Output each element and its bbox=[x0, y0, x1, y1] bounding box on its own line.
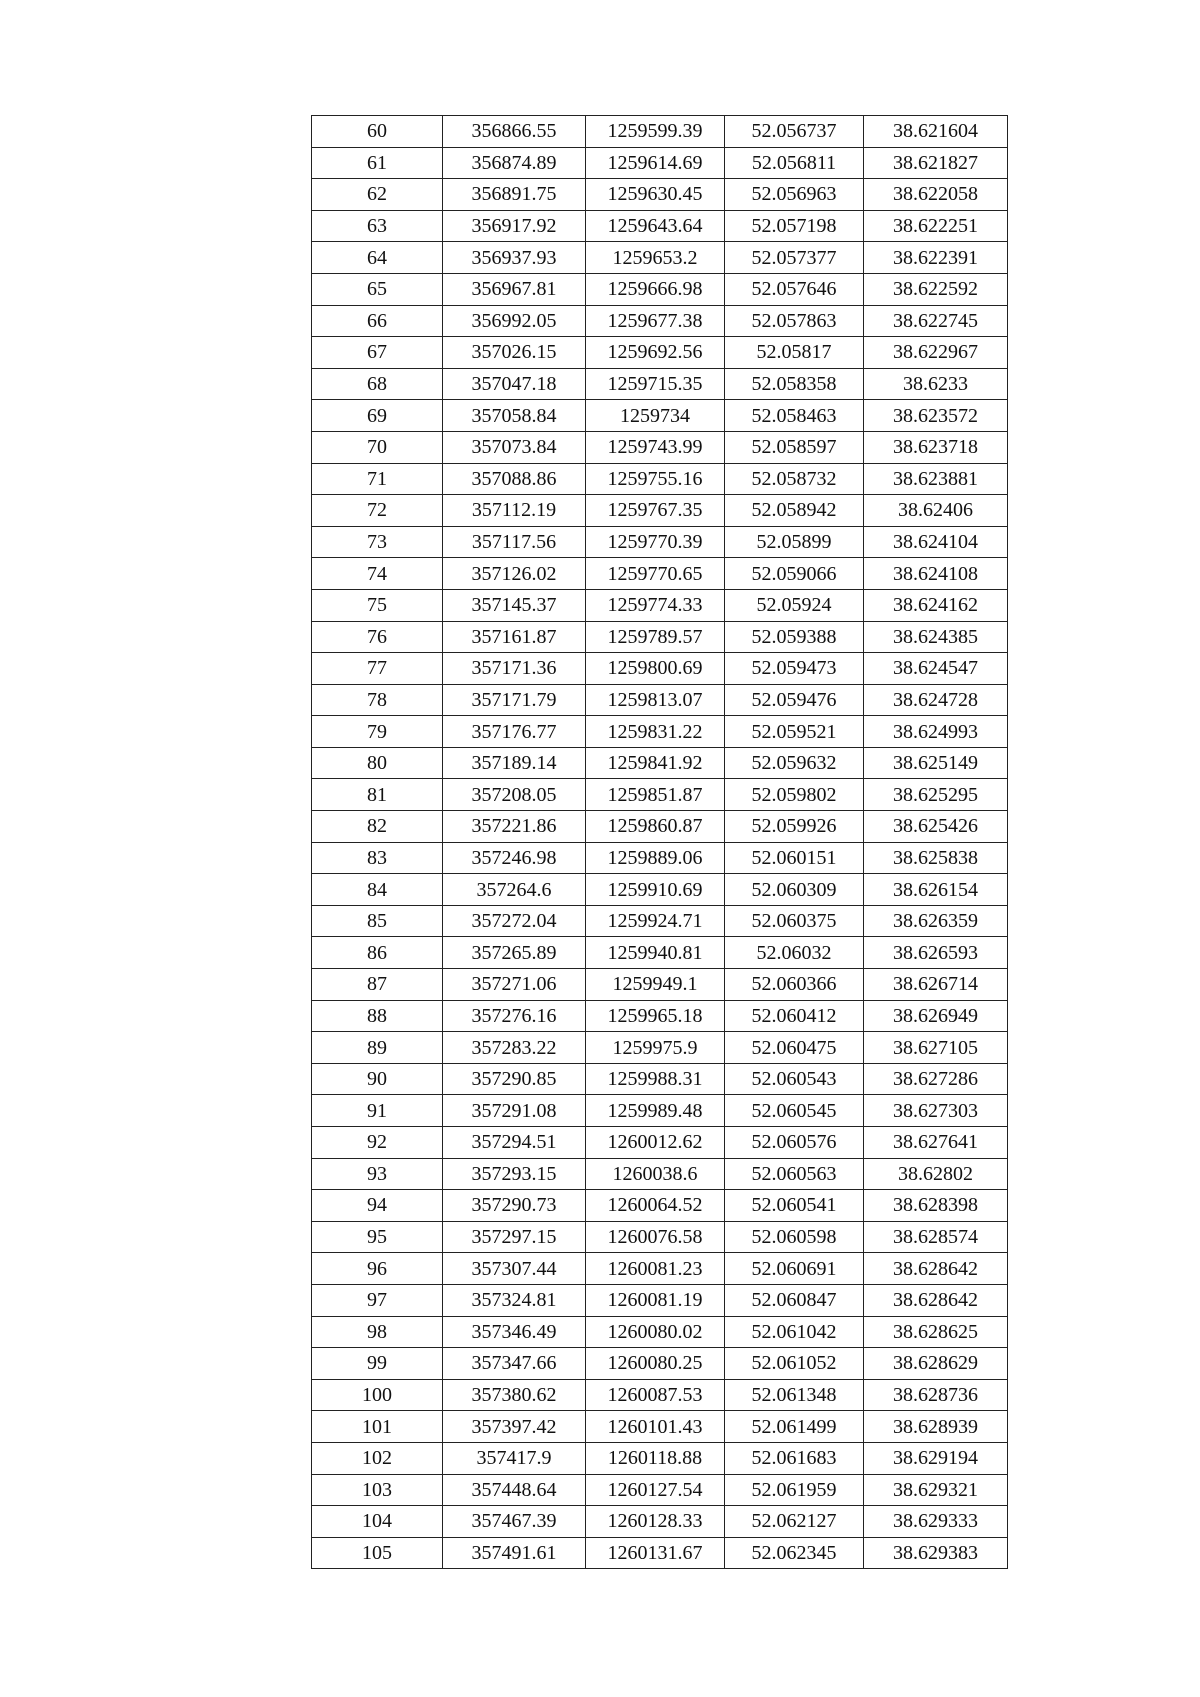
longitude-cell: 52.060543 bbox=[725, 1063, 864, 1095]
easting-cell: 357208.05 bbox=[443, 779, 586, 811]
point-number-cell: 103 bbox=[312, 1474, 443, 1506]
table-row bbox=[312, 305, 1008, 337]
point-number-cell: 102 bbox=[312, 1442, 443, 1474]
easting-cell: 357290.73 bbox=[443, 1190, 586, 1222]
easting-cell: 357058.84 bbox=[443, 400, 586, 432]
latitude-cell: 38.626949 bbox=[864, 1000, 1008, 1032]
northing-cell: 1259910.69 bbox=[586, 874, 725, 906]
latitude-cell: 38.624104 bbox=[864, 526, 1008, 558]
longitude-cell: 52.060475 bbox=[725, 1032, 864, 1064]
latitude-cell: 38.622251 bbox=[864, 210, 1008, 242]
easting-cell: 357347.66 bbox=[443, 1348, 586, 1380]
easting-cell: 357189.14 bbox=[443, 747, 586, 779]
easting-cell: 357271.06 bbox=[443, 969, 586, 1001]
northing-cell: 1259841.92 bbox=[586, 747, 725, 779]
easting-cell: 357346.49 bbox=[443, 1316, 586, 1348]
northing-cell: 1259614.69 bbox=[586, 147, 725, 179]
latitude-cell: 38.622058 bbox=[864, 179, 1008, 211]
table-row bbox=[312, 1190, 1008, 1222]
easting-cell: 356937.93 bbox=[443, 242, 586, 274]
table-row bbox=[312, 747, 1008, 779]
easting-cell: 357264.6 bbox=[443, 874, 586, 906]
point-number-cell: 90 bbox=[312, 1063, 443, 1095]
northing-cell: 1260087.53 bbox=[586, 1379, 725, 1411]
northing-cell: 1260038.6 bbox=[586, 1158, 725, 1190]
latitude-cell: 38.627303 bbox=[864, 1095, 1008, 1127]
northing-cell: 1259975.9 bbox=[586, 1032, 725, 1064]
latitude-cell: 38.623572 bbox=[864, 400, 1008, 432]
point-number-cell: 81 bbox=[312, 779, 443, 811]
table-row bbox=[312, 368, 1008, 400]
easting-cell: 357088.86 bbox=[443, 463, 586, 495]
latitude-cell: 38.62406 bbox=[864, 495, 1008, 527]
latitude-cell: 38.629321 bbox=[864, 1474, 1008, 1506]
table-row bbox=[312, 969, 1008, 1001]
latitude-cell: 38.622745 bbox=[864, 305, 1008, 337]
longitude-cell: 52.061348 bbox=[725, 1379, 864, 1411]
easting-cell: 357324.81 bbox=[443, 1284, 586, 1316]
longitude-cell: 52.061052 bbox=[725, 1348, 864, 1380]
latitude-cell: 38.626714 bbox=[864, 969, 1008, 1001]
longitude-cell: 52.060151 bbox=[725, 842, 864, 874]
northing-cell: 1259770.65 bbox=[586, 558, 725, 590]
easting-cell: 357272.04 bbox=[443, 905, 586, 937]
table-row bbox=[312, 684, 1008, 716]
table-row bbox=[312, 811, 1008, 843]
table-row bbox=[312, 1063, 1008, 1095]
point-number-cell: 70 bbox=[312, 431, 443, 463]
easting-cell: 357290.85 bbox=[443, 1063, 586, 1095]
latitude-cell: 38.627105 bbox=[864, 1032, 1008, 1064]
table-row bbox=[312, 874, 1008, 906]
latitude-cell: 38.621604 bbox=[864, 116, 1008, 148]
easting-cell: 356992.05 bbox=[443, 305, 586, 337]
longitude-cell: 52.057646 bbox=[725, 273, 864, 305]
point-number-cell: 83 bbox=[312, 842, 443, 874]
point-number-cell: 79 bbox=[312, 716, 443, 748]
northing-cell: 1259851.87 bbox=[586, 779, 725, 811]
point-number-cell: 65 bbox=[312, 273, 443, 305]
latitude-cell: 38.624993 bbox=[864, 716, 1008, 748]
easting-cell: 357467.39 bbox=[443, 1506, 586, 1538]
northing-cell: 1260012.62 bbox=[586, 1127, 725, 1159]
longitude-cell: 52.058732 bbox=[725, 463, 864, 495]
latitude-cell: 38.629333 bbox=[864, 1506, 1008, 1538]
latitude-cell: 38.627641 bbox=[864, 1127, 1008, 1159]
easting-cell: 357126.02 bbox=[443, 558, 586, 590]
longitude-cell: 52.061499 bbox=[725, 1411, 864, 1443]
point-number-cell: 77 bbox=[312, 653, 443, 685]
longitude-cell: 52.060598 bbox=[725, 1221, 864, 1253]
northing-cell: 1259965.18 bbox=[586, 1000, 725, 1032]
easting-cell: 357246.98 bbox=[443, 842, 586, 874]
point-number-cell: 93 bbox=[312, 1158, 443, 1190]
easting-cell: 357117.56 bbox=[443, 526, 586, 558]
table-row bbox=[312, 1348, 1008, 1380]
northing-cell: 1259949.1 bbox=[586, 969, 725, 1001]
longitude-cell: 52.062127 bbox=[725, 1506, 864, 1538]
latitude-cell: 38.627286 bbox=[864, 1063, 1008, 1095]
northing-cell: 1259800.69 bbox=[586, 653, 725, 685]
table-row bbox=[312, 621, 1008, 653]
point-number-cell: 78 bbox=[312, 684, 443, 716]
northing-cell: 1260081.19 bbox=[586, 1284, 725, 1316]
table-row bbox=[312, 463, 1008, 495]
table-row bbox=[312, 179, 1008, 211]
latitude-cell: 38.62802 bbox=[864, 1158, 1008, 1190]
point-number-cell: 62 bbox=[312, 179, 443, 211]
point-number-cell: 84 bbox=[312, 874, 443, 906]
longitude-cell: 52.056737 bbox=[725, 116, 864, 148]
easting-cell: 356891.75 bbox=[443, 179, 586, 211]
table-row bbox=[312, 842, 1008, 874]
longitude-cell: 52.058358 bbox=[725, 368, 864, 400]
table-row bbox=[312, 273, 1008, 305]
latitude-cell: 38.622592 bbox=[864, 273, 1008, 305]
table-row bbox=[312, 1253, 1008, 1285]
table-row bbox=[312, 242, 1008, 274]
northing-cell: 1259715.35 bbox=[586, 368, 725, 400]
longitude-cell: 52.060375 bbox=[725, 905, 864, 937]
table-row bbox=[312, 1442, 1008, 1474]
longitude-cell: 52.062345 bbox=[725, 1537, 864, 1569]
longitude-cell: 52.059521 bbox=[725, 716, 864, 748]
longitude-cell: 52.058942 bbox=[725, 495, 864, 527]
point-number-cell: 100 bbox=[312, 1379, 443, 1411]
point-number-cell: 89 bbox=[312, 1032, 443, 1064]
latitude-cell: 38.624547 bbox=[864, 653, 1008, 685]
latitude-cell: 38.623881 bbox=[864, 463, 1008, 495]
northing-cell: 1259755.16 bbox=[586, 463, 725, 495]
latitude-cell: 38.624385 bbox=[864, 621, 1008, 653]
table-row bbox=[312, 1032, 1008, 1064]
longitude-cell: 52.059926 bbox=[725, 811, 864, 843]
northing-cell: 1260118.88 bbox=[586, 1442, 725, 1474]
point-number-cell: 72 bbox=[312, 495, 443, 527]
table-row bbox=[312, 210, 1008, 242]
longitude-cell: 52.060412 bbox=[725, 1000, 864, 1032]
easting-cell: 357171.79 bbox=[443, 684, 586, 716]
easting-cell: 357073.84 bbox=[443, 431, 586, 463]
table-row bbox=[312, 1474, 1008, 1506]
northing-cell: 1259988.31 bbox=[586, 1063, 725, 1095]
point-number-cell: 96 bbox=[312, 1253, 443, 1285]
easting-cell: 357265.89 bbox=[443, 937, 586, 969]
point-number-cell: 104 bbox=[312, 1506, 443, 1538]
coordinates-table bbox=[311, 115, 1008, 1569]
table-row bbox=[312, 1095, 1008, 1127]
northing-cell: 1259767.35 bbox=[586, 495, 725, 527]
northing-cell: 1260080.02 bbox=[586, 1316, 725, 1348]
easting-cell: 357026.15 bbox=[443, 337, 586, 369]
point-number-cell: 69 bbox=[312, 400, 443, 432]
latitude-cell: 38.628736 bbox=[864, 1379, 1008, 1411]
table-row bbox=[312, 779, 1008, 811]
point-number-cell: 63 bbox=[312, 210, 443, 242]
latitude-cell: 38.629194 bbox=[864, 1442, 1008, 1474]
point-number-cell: 99 bbox=[312, 1348, 443, 1380]
table-row bbox=[312, 1537, 1008, 1569]
latitude-cell: 38.626593 bbox=[864, 937, 1008, 969]
northing-cell: 1259989.48 bbox=[586, 1095, 725, 1127]
easting-cell: 357221.86 bbox=[443, 811, 586, 843]
point-number-cell: 67 bbox=[312, 337, 443, 369]
northing-cell: 1259831.22 bbox=[586, 716, 725, 748]
easting-cell: 357047.18 bbox=[443, 368, 586, 400]
longitude-cell: 52.059802 bbox=[725, 779, 864, 811]
longitude-cell: 52.060366 bbox=[725, 969, 864, 1001]
easting-cell: 357448.64 bbox=[443, 1474, 586, 1506]
table-row bbox=[312, 558, 1008, 590]
longitude-cell: 52.060847 bbox=[725, 1284, 864, 1316]
northing-cell: 1259653.2 bbox=[586, 242, 725, 274]
table-row bbox=[312, 716, 1008, 748]
northing-cell: 1260127.54 bbox=[586, 1474, 725, 1506]
longitude-cell: 52.05899 bbox=[725, 526, 864, 558]
northing-cell: 1259924.71 bbox=[586, 905, 725, 937]
point-number-cell: 75 bbox=[312, 589, 443, 621]
longitude-cell: 52.05924 bbox=[725, 589, 864, 621]
point-number-cell: 105 bbox=[312, 1537, 443, 1569]
latitude-cell: 38.626154 bbox=[864, 874, 1008, 906]
easting-cell: 357417.9 bbox=[443, 1442, 586, 1474]
point-number-cell: 60 bbox=[312, 116, 443, 148]
latitude-cell: 38.625295 bbox=[864, 779, 1008, 811]
easting-cell: 357294.51 bbox=[443, 1127, 586, 1159]
latitude-cell: 38.623718 bbox=[864, 431, 1008, 463]
table-row bbox=[312, 937, 1008, 969]
table-row bbox=[312, 905, 1008, 937]
longitude-cell: 52.060309 bbox=[725, 874, 864, 906]
table-row bbox=[312, 1158, 1008, 1190]
point-number-cell: 61 bbox=[312, 147, 443, 179]
point-number-cell: 73 bbox=[312, 526, 443, 558]
easting-cell: 356917.92 bbox=[443, 210, 586, 242]
northing-cell: 1259734 bbox=[586, 400, 725, 432]
northing-cell: 1259643.64 bbox=[586, 210, 725, 242]
northing-cell: 1259860.87 bbox=[586, 811, 725, 843]
point-number-cell: 76 bbox=[312, 621, 443, 653]
longitude-cell: 52.056811 bbox=[725, 147, 864, 179]
point-number-cell: 82 bbox=[312, 811, 443, 843]
latitude-cell: 38.628642 bbox=[864, 1284, 1008, 1316]
longitude-cell: 52.057863 bbox=[725, 305, 864, 337]
longitude-cell: 52.061959 bbox=[725, 1474, 864, 1506]
longitude-cell: 52.058463 bbox=[725, 400, 864, 432]
easting-cell: 357161.87 bbox=[443, 621, 586, 653]
longitude-cell: 52.060691 bbox=[725, 1253, 864, 1285]
table-row bbox=[312, 1000, 1008, 1032]
longitude-cell: 52.061042 bbox=[725, 1316, 864, 1348]
table-row bbox=[312, 337, 1008, 369]
easting-cell: 357297.15 bbox=[443, 1221, 586, 1253]
table-row bbox=[312, 1506, 1008, 1538]
latitude-cell: 38.624162 bbox=[864, 589, 1008, 621]
table-row bbox=[312, 1379, 1008, 1411]
table-row bbox=[312, 526, 1008, 558]
longitude-cell: 52.059476 bbox=[725, 684, 864, 716]
longitude-cell: 52.060563 bbox=[725, 1158, 864, 1190]
northing-cell: 1259889.06 bbox=[586, 842, 725, 874]
northing-cell: 1259789.57 bbox=[586, 621, 725, 653]
easting-cell: 357171.36 bbox=[443, 653, 586, 685]
longitude-cell: 52.060545 bbox=[725, 1095, 864, 1127]
easting-cell: 356874.89 bbox=[443, 147, 586, 179]
northing-cell: 1259940.81 bbox=[586, 937, 725, 969]
table-row bbox=[312, 400, 1008, 432]
northing-cell: 1260076.58 bbox=[586, 1221, 725, 1253]
table-row bbox=[312, 147, 1008, 179]
longitude-cell: 52.06032 bbox=[725, 937, 864, 969]
latitude-cell: 38.621827 bbox=[864, 147, 1008, 179]
easting-cell: 356866.55 bbox=[443, 116, 586, 148]
longitude-cell: 52.059473 bbox=[725, 653, 864, 685]
latitude-cell: 38.6233 bbox=[864, 368, 1008, 400]
easting-cell: 357307.44 bbox=[443, 1253, 586, 1285]
longitude-cell: 52.05817 bbox=[725, 337, 864, 369]
table-row bbox=[312, 589, 1008, 621]
easting-cell: 357176.77 bbox=[443, 716, 586, 748]
latitude-cell: 38.628939 bbox=[864, 1411, 1008, 1443]
point-number-cell: 86 bbox=[312, 937, 443, 969]
latitude-cell: 38.625838 bbox=[864, 842, 1008, 874]
northing-cell: 1259630.45 bbox=[586, 179, 725, 211]
latitude-cell: 38.628574 bbox=[864, 1221, 1008, 1253]
easting-cell: 356967.81 bbox=[443, 273, 586, 305]
easting-cell: 357276.16 bbox=[443, 1000, 586, 1032]
longitude-cell: 52.059632 bbox=[725, 747, 864, 779]
easting-cell: 357112.19 bbox=[443, 495, 586, 527]
point-number-cell: 101 bbox=[312, 1411, 443, 1443]
northing-cell: 1260080.25 bbox=[586, 1348, 725, 1380]
northing-cell: 1259666.98 bbox=[586, 273, 725, 305]
easting-cell: 357283.22 bbox=[443, 1032, 586, 1064]
coordinates-table-body bbox=[312, 116, 1008, 1569]
table-row bbox=[312, 653, 1008, 685]
northing-cell: 1259677.38 bbox=[586, 305, 725, 337]
latitude-cell: 38.624728 bbox=[864, 684, 1008, 716]
point-number-cell: 91 bbox=[312, 1095, 443, 1127]
northing-cell: 1259774.33 bbox=[586, 589, 725, 621]
easting-cell: 357291.08 bbox=[443, 1095, 586, 1127]
table-row bbox=[312, 1127, 1008, 1159]
point-number-cell: 64 bbox=[312, 242, 443, 274]
easting-cell: 357145.37 bbox=[443, 589, 586, 621]
table-row bbox=[312, 495, 1008, 527]
longitude-cell: 52.057198 bbox=[725, 210, 864, 242]
latitude-cell: 38.626359 bbox=[864, 905, 1008, 937]
northing-cell: 1260064.52 bbox=[586, 1190, 725, 1222]
latitude-cell: 38.625426 bbox=[864, 811, 1008, 843]
latitude-cell: 38.622967 bbox=[864, 337, 1008, 369]
point-number-cell: 94 bbox=[312, 1190, 443, 1222]
latitude-cell: 38.622391 bbox=[864, 242, 1008, 274]
point-number-cell: 71 bbox=[312, 463, 443, 495]
northing-cell: 1259743.99 bbox=[586, 431, 725, 463]
longitude-cell: 52.057377 bbox=[725, 242, 864, 274]
point-number-cell: 92 bbox=[312, 1127, 443, 1159]
easting-cell: 357397.42 bbox=[443, 1411, 586, 1443]
northing-cell: 1259770.39 bbox=[586, 526, 725, 558]
table-row bbox=[312, 1221, 1008, 1253]
point-number-cell: 74 bbox=[312, 558, 443, 590]
northing-cell: 1259599.39 bbox=[586, 116, 725, 148]
northing-cell: 1260128.33 bbox=[586, 1506, 725, 1538]
longitude-cell: 52.060541 bbox=[725, 1190, 864, 1222]
longitude-cell: 52.058597 bbox=[725, 431, 864, 463]
point-number-cell: 80 bbox=[312, 747, 443, 779]
northing-cell: 1259813.07 bbox=[586, 684, 725, 716]
latitude-cell: 38.625149 bbox=[864, 747, 1008, 779]
point-number-cell: 98 bbox=[312, 1316, 443, 1348]
latitude-cell: 38.624108 bbox=[864, 558, 1008, 590]
table-row bbox=[312, 431, 1008, 463]
table-row bbox=[312, 1411, 1008, 1443]
latitude-cell: 38.628629 bbox=[864, 1348, 1008, 1380]
northing-cell: 1260081.23 bbox=[586, 1253, 725, 1285]
point-number-cell: 87 bbox=[312, 969, 443, 1001]
point-number-cell: 88 bbox=[312, 1000, 443, 1032]
northing-cell: 1260101.43 bbox=[586, 1411, 725, 1443]
northing-cell: 1260131.67 bbox=[586, 1537, 725, 1569]
point-number-cell: 95 bbox=[312, 1221, 443, 1253]
point-number-cell: 85 bbox=[312, 905, 443, 937]
longitude-cell: 52.059388 bbox=[725, 621, 864, 653]
longitude-cell: 52.056963 bbox=[725, 179, 864, 211]
latitude-cell: 38.628625 bbox=[864, 1316, 1008, 1348]
easting-cell: 357293.15 bbox=[443, 1158, 586, 1190]
latitude-cell: 38.629383 bbox=[864, 1537, 1008, 1569]
easting-cell: 357491.61 bbox=[443, 1537, 586, 1569]
northing-cell: 1259692.56 bbox=[586, 337, 725, 369]
longitude-cell: 52.061683 bbox=[725, 1442, 864, 1474]
easting-cell: 357380.62 bbox=[443, 1379, 586, 1411]
table-row bbox=[312, 1284, 1008, 1316]
longitude-cell: 52.060576 bbox=[725, 1127, 864, 1159]
point-number-cell: 66 bbox=[312, 305, 443, 337]
latitude-cell: 38.628642 bbox=[864, 1253, 1008, 1285]
latitude-cell: 38.628398 bbox=[864, 1190, 1008, 1222]
longitude-cell: 52.059066 bbox=[725, 558, 864, 590]
table-row bbox=[312, 1316, 1008, 1348]
point-number-cell: 97 bbox=[312, 1284, 443, 1316]
table-row bbox=[312, 116, 1008, 148]
point-number-cell: 68 bbox=[312, 368, 443, 400]
